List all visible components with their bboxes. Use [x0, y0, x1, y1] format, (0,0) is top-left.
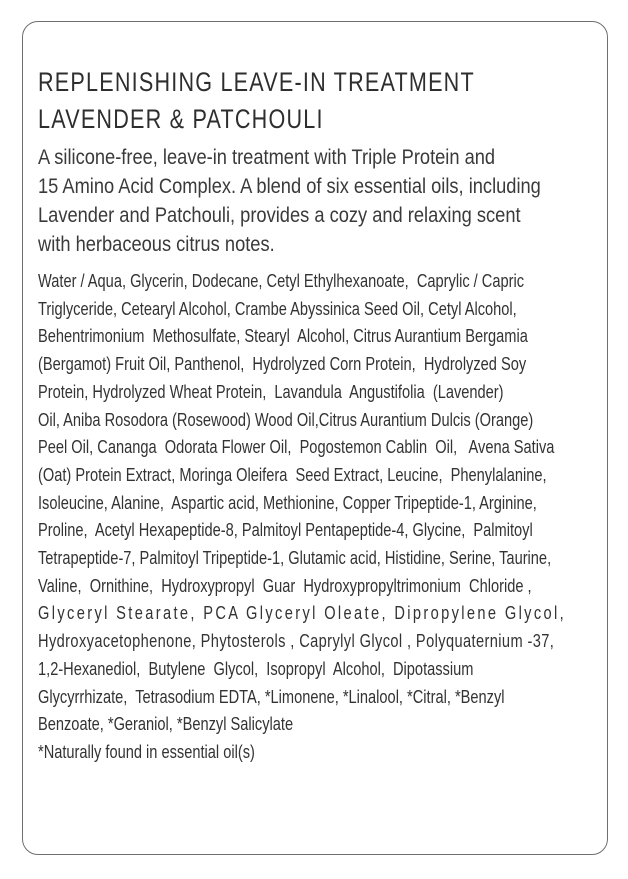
ingredients-line: 1,2-Hexanediol, Butylene Glycol, Isopropyl Alcohol, Dipotassium	[38, 657, 474, 679]
ingredients-line: Glyceryl Stearate, PCA Glyceryl Oleate, Dipropylene Glycol,	[38, 602, 567, 624]
ingredients-line: Proline, Acetyl Hexapeptide-8, Palmitoyl Pentapeptide-4, Glycine, Palmitoyl	[38, 519, 533, 541]
description-line: Lavender and Patchouli, provides a cozy and relaxing scent	[38, 203, 521, 227]
ingredients-line: Tetrapeptide-7, Palmitoyl Tripeptide-1, Glutamic acid, Histidine, Serine, Taurine,	[38, 547, 552, 569]
ingredients-line: *Naturally found in essential oil(s)	[38, 740, 255, 762]
product-title-line1: REPLENISHING LEAVE-IN TREATMENT	[38, 67, 475, 97]
product-title	[38, 64, 484, 138]
ingredients-line: Triglyceride, Cetearyl Alcohol, Crambe Abyssinica Seed Oil, Cetyl Alcohol,	[38, 297, 517, 319]
ingredients-line: Benzoate, *Geraniol, *Benzyl Salicylate	[38, 713, 294, 735]
description-line: A silicone-free, leave-in treatment with Triple Protein and	[38, 145, 496, 169]
ingredients-line: Valine, Ornithine, Hydroxypropyl Guar Hydroxypropyltrimonium Chloride ,	[38, 574, 532, 596]
ingredients-line: (Oat) Protein Extract, Moringa Oleifera Seed Extract, Leucine, Phenylalanine,	[38, 463, 547, 485]
ingredients-line: Behentrimonium Methosulfate, Stearyl Alcohol, Citrus Aurantium Bergamia	[38, 325, 528, 347]
label-card	[22, 21, 608, 855]
ingredients-line: Hydroxyacetophenone, Phytosterols , Caprylyl Glycol , Polyquaternium -37,	[38, 630, 555, 652]
product-title-line2: LAVENDER & PATCHOULI	[38, 104, 324, 134]
ingredients-line: Peel Oil, Cananga Odorata Flower Oil, Pogostemon Cablin Oil, Avena Sativa	[38, 436, 555, 458]
ingredients-list	[38, 267, 567, 766]
ingredients-line: (Bergamot) Fruit Oil, Panthenol, Hydrolyzed Corn Protein, Hydrolyzed Soy	[38, 353, 527, 375]
description-line: 15 Amino Acid Complex. A blend of six essential oils, including	[38, 174, 541, 198]
ingredients-line: Glycyrrhizate, Tetrasodium EDTA, *Limonene, *Linalool, *Citral, *Benzyl	[38, 685, 505, 707]
ingredients-line: Oil, Aniba Rosodora (Rosewood) Wood Oil,Citrus Aurantium Dulcis (Orange)	[38, 408, 534, 430]
ingredients-line: Water / Aqua, Glycerin, Dodecane, Cetyl Ethylhexanoate, Caprylic / Capric	[38, 270, 525, 291]
label-content	[23, 22, 607, 766]
ingredients-line: Protein, Hydrolyzed Wheat Protein, Lavandula Angustifolia (Lavender)	[38, 380, 504, 402]
description-line: with herbaceous citrus notes.	[38, 232, 275, 256]
product-description	[38, 143, 541, 259]
ingredients-line: Isoleucine, Alanine, Aspartic acid, Methionine, Copper Tripeptide-1, Arginine,	[38, 491, 537, 513]
